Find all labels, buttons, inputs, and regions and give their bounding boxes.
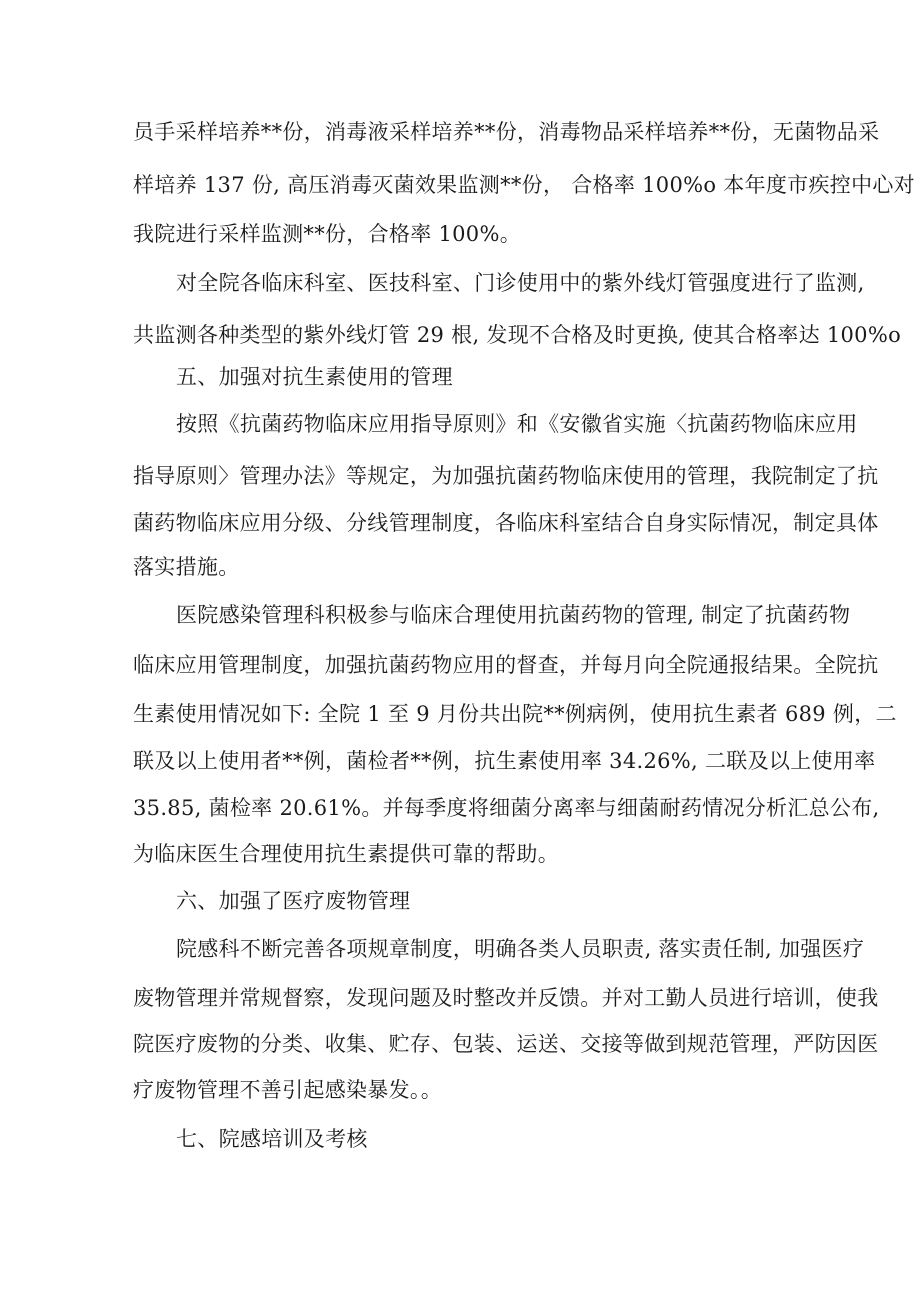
text-line: 院医疗废物的分类、收集、贮存、包装、运送、交接等做到规范管理，严防因医	[133, 1032, 879, 1056]
text-line: 员手采样培养**份，消毒液采样培养**份，消毒物品采样培养**份，无菌物品采	[133, 120, 880, 144]
text-line: 菌药物临床应用分级、分线管理制度，各临床科室结合自身实际情况，制定具体	[133, 511, 879, 535]
section-heading-training: 七、院感培训及考核	[176, 1127, 368, 1151]
text-line: 指导原则〉管理办法》等规定，为加强抗菌药物临床使用的管理，我院制定了抗	[133, 464, 879, 488]
text-line: 样培养 137 份, 高压消毒灭菌效果监测**份， 合格率 100%o 本年度市疾控中心对	[133, 173, 915, 197]
text-line: 联及以上使用者**例，菌检者**例，抗生素使用率 34.26%, 二联及以上使用率	[133, 749, 876, 773]
text-line: 疗废物管理不善引起感染暴发。。	[133, 1078, 442, 1102]
text-line: 对全院各临床科室、医技科室、门诊使用中的紫外线灯管强度进行了监测,	[176, 271, 865, 295]
section-heading-antibiotics: 五、加强对抗生素使用的管理	[176, 365, 453, 389]
text-line: 落实措施。	[133, 555, 240, 579]
text-line: 医院感染管理科积极参与临床合理使用抗菌药物的管理, 制定了抗菌药物	[176, 603, 851, 627]
text-line: 共监测各种类型的紫外线灯管 29 根, 发现不合格及时更换, 使其合格率达 100%o	[133, 323, 902, 347]
section-heading-medical-waste: 六、加强了医疗废物管理	[176, 889, 411, 913]
text-line: 废物管理并常规督察，发现问题及时整改并反馈。并对工勤人员进行培训，使我	[133, 986, 879, 1010]
text-line: 生素使用情况如下: 全院 1 至 9 月份共出院**例病例，使用抗生素者 689 例，二	[133, 702, 897, 726]
text-line: 为临床医生合理使用抗生素提供可靠的帮助。	[133, 842, 559, 866]
text-line: 我院进行采样监测**份，合格率 100%。	[133, 222, 522, 246]
text-line: 35.85, 菌检率 20.61%。并每季度将细菌分离率与细菌耐药情况分析汇总公布,	[133, 796, 880, 820]
text-line: 按照《抗菌药物临床应用指导原则》和《安徽省实施〈抗菌药物临床应用	[176, 412, 858, 436]
text-line: 临床应用管理制度，加强抗菌药物应用的督查，并每月向全院通报结果。全院抗	[133, 653, 879, 677]
text-line: 院感科不断完善各项规章制度，明确各类人员职责, 落实责任制, 加强医疗	[176, 937, 865, 961]
